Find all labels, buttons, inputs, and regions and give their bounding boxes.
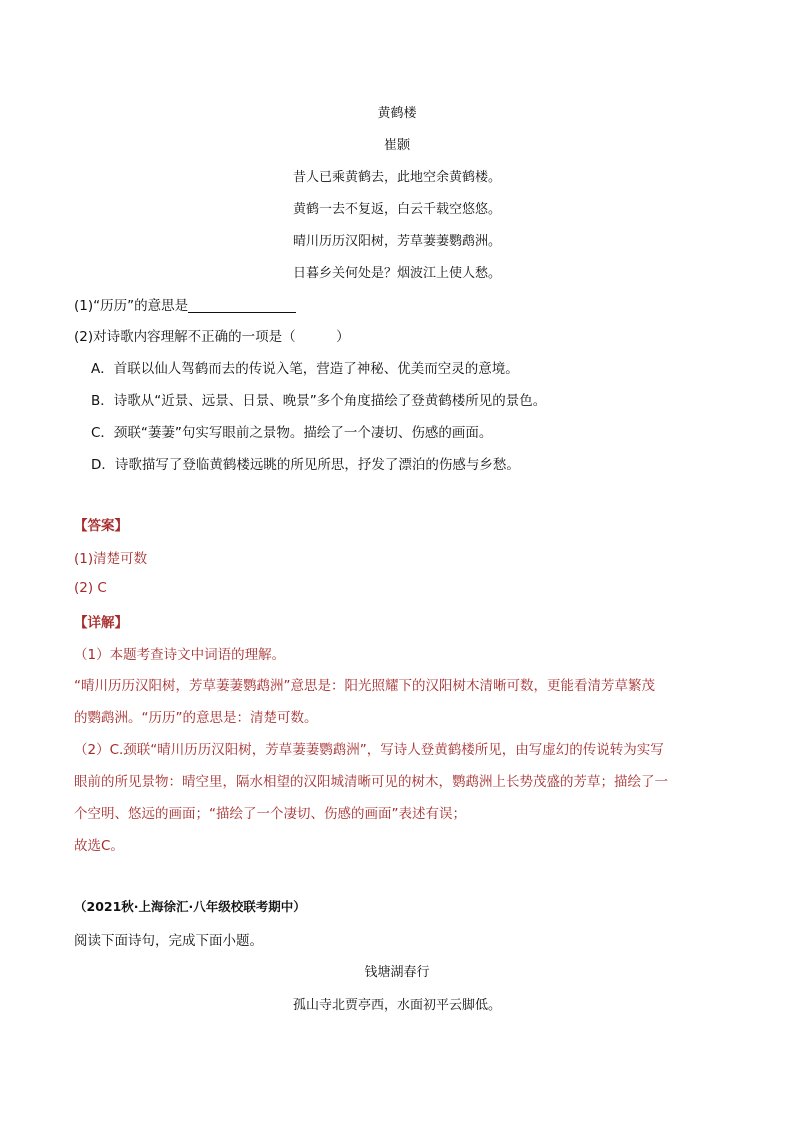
question-source: （2021秋·上海徐汇·八年级校联考期中）: [74, 899, 306, 914]
poem-line: 日暮乡关何处是？烟波江上使人愁。: [292, 266, 501, 281]
detail-line: （1）本题考查诗文中词语的理解。: [74, 647, 286, 663]
poem-line: 黄鹤一去不复返，白云千载空悠悠。: [292, 202, 501, 217]
detail-line: （2）C.颈联“晴川历历汉阳树，芳草萋萋鹦鹉洲”，写诗人登黄鹤楼所见，由写虚幻的传说转为实写: [74, 742, 664, 758]
instruction: 阅读下面诗句，完成下面小题。: [74, 933, 263, 949]
answer-blank: [188, 298, 296, 313]
poem-line: 晴川历历汉阳树，芳草萋萋鹦鹉洲。: [292, 234, 501, 249]
poem-title: 黄鹤楼: [377, 106, 417, 121]
question-2: (2)对诗歌内容理解不正确的一项是（ ）: [74, 329, 350, 345]
detail-line: “晴川历历汉阳树，芳草萋萋鹦鹉洲”意思是：阳光照耀下的汉阳树木清晰可数，更能看清芳草繁茂: [74, 678, 655, 694]
option-b: B．诗歌从“近景、远景、日景、晚景”多个角度描绘了登黄鹤楼所见的景色。: [91, 393, 547, 409]
answer-heading: 【答案】: [74, 518, 128, 534]
question-1-text: (1)“历历”的意思是: [74, 298, 189, 314]
detail-line: 故选C。: [74, 838, 124, 854]
detail-line: 个空明、悠远的画面；“描绘了一个凄切、伤感的画面”表述有误；: [74, 806, 466, 822]
poem-line: 昔人已乘黄鹤去，此地空余黄鹤楼。: [292, 170, 501, 185]
option-d: D．诗歌描写了登临黄鹤楼远眺的所见所思，抒发了漂泊的伤感与乡愁。: [91, 457, 520, 473]
poem2-title: 钱塘湖春行: [364, 965, 430, 980]
answer-2: (2) C: [74, 580, 107, 596]
detail-line: 眼前的所见景物：晴空里，隔水相望的汉阳城清晰可见的树木，鹦鹉洲上长势茂盛的芳草；描绘了一: [74, 774, 668, 790]
option-a: A．首联以仙人驾鹤而去的传说入笔，营造了神秘、优美而空灵的意境。: [91, 361, 519, 377]
option-c: C．颈联“萋萋”句实写眼前之景物。描绘了一个凄切、伤感的画面。: [91, 425, 493, 441]
question-1: [74, 294, 296, 314]
poem2-line: 孤山寺北贾亭西，水面初平云脚低。: [292, 998, 501, 1013]
detail-line: 的鹦鹉洲。“历历”的意思是：清楚可数。: [74, 710, 318, 726]
poem-author: 崔颢: [383, 138, 410, 153]
detail-heading: 【详解】: [74, 615, 128, 631]
answer-1: (1)清楚可数: [74, 551, 148, 567]
